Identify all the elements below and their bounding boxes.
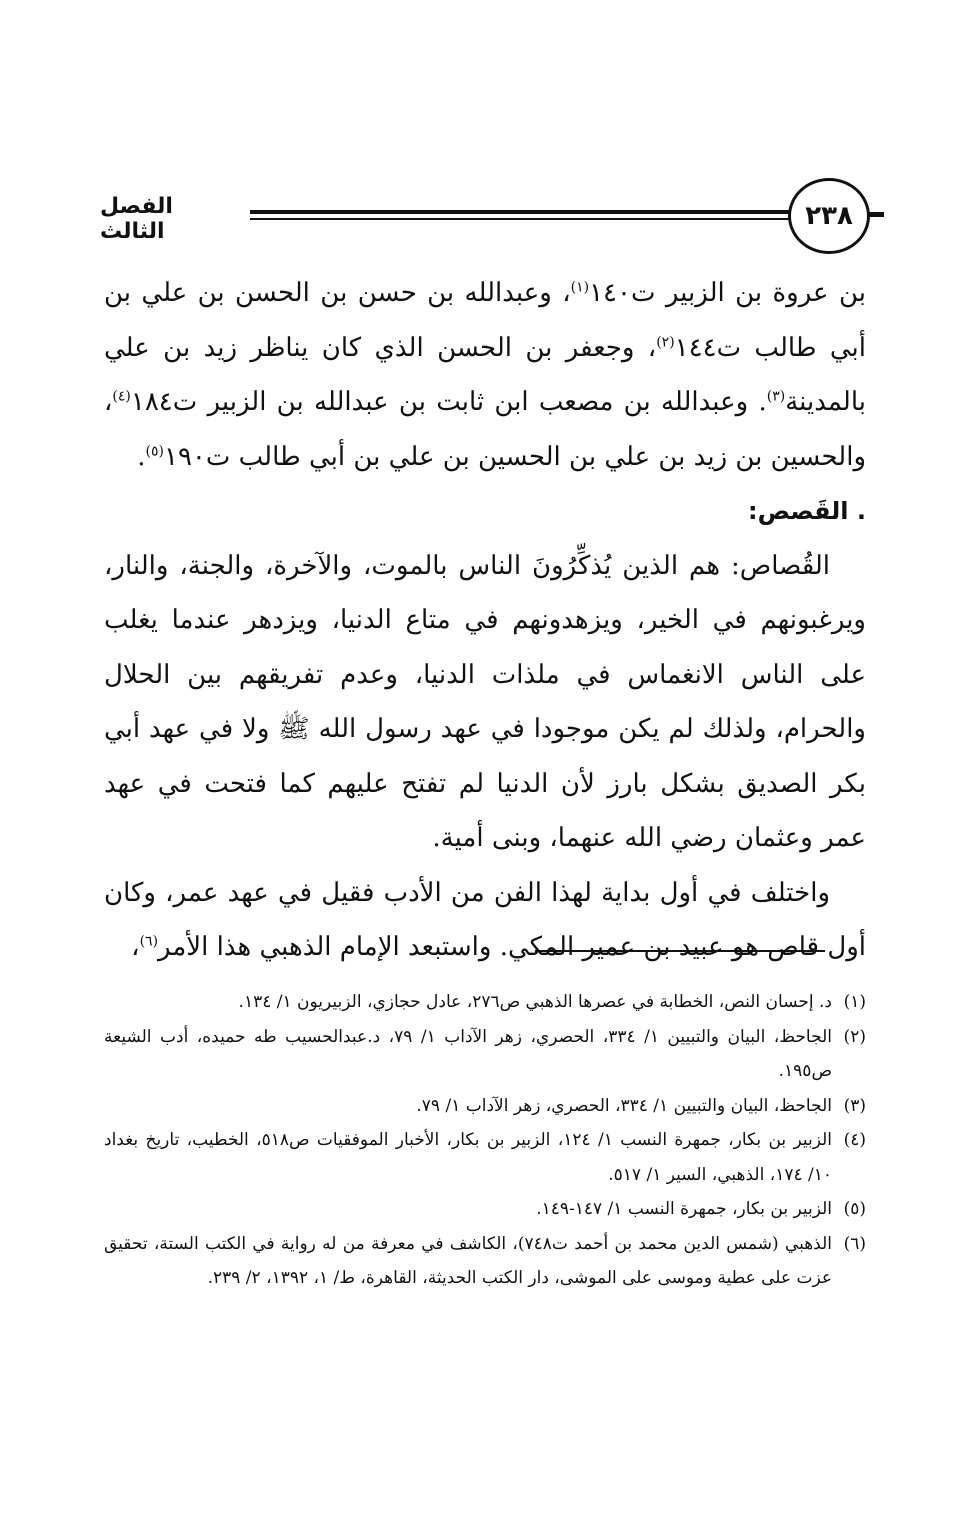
- footnotes: [104, 985, 866, 1296]
- section-heading: . القَصص:: [748, 497, 866, 525]
- footnote-5: [104, 1192, 866, 1227]
- footnote-ref[interactable]: (٢): [656, 333, 675, 350]
- header-rule: [250, 210, 794, 220]
- footnote-ref[interactable]: (٣): [766, 388, 786, 405]
- text-run: واختلف في أول بداية لهذا الفن من الأدب فقيل في عهد عمر، وكان أول قاص هو عبيد بن عمير المكي. واستبعد الإمام الذهبي هذا الأمر: [104, 877, 866, 962]
- paragraph-3: [104, 866, 866, 975]
- footnote-6: [104, 1227, 866, 1296]
- text-run: . وعبدالله بن مصعب ابن ثابت بن عبدالله بن الزبير ت١٨٤: [130, 387, 767, 417]
- footnote-number: (١): [843, 992, 866, 1012]
- footnote-number: (٥): [843, 1199, 866, 1219]
- footnote-ref[interactable]: (٥): [145, 442, 164, 459]
- paragraph-2: القُصاص: هم الذين يُذكِّرُونَ الناس بالموت، والآخرة، والجنة، والنار، ويرغبونهم في الخير، ويزهدونهم في متاع الدنيا، ويزدهر عندما يغلب على الناس الانغماس في ملذات الدنيا، وعدم تفريقهم بين الحلال والحرام، ولذلك لم يكن موجودا في عهد رسول الله ﷺ ولا في عهد أبي بكر الصديق بشكل بارز لأن الدنيا لم تفتح عليهم كما فتحت في عهد عمر وعثمان رضي الله عنهما، وبنى أمية.: [104, 550, 866, 853]
- text-run: ،: [131, 932, 140, 962]
- footnote-number: (٦): [843, 1233, 866, 1254]
- footnote-ref[interactable]: (٤): [112, 388, 131, 405]
- footnote-2: [104, 1020, 866, 1089]
- footnote-text: الذهبي (شمس الدين محمد بن أحمد ت٧٤٨)، الكاشف في معرفة من له رواية في الكتب الستة، تحقيق عزت على عطية وموسى على الموشى، دار الكتب الحديثة، القاهرة، ط/ ١، ١٣٩٢، ٢/ ٢٣٩.: [104, 1233, 832, 1288]
- text-run: .: [137, 441, 146, 472]
- page-header: [100, 178, 870, 258]
- footnote-text: الزبير بن بكار، جمهرة النسب ١/ ١٤٧-١٤٩.: [536, 1199, 832, 1219]
- footnote-text: الجاحظ، البيان والتبيين ١/ ٣٣٤، الحصري، زهر الآداب ١/ ٧٩.: [416, 1095, 832, 1116]
- footnote-text: الجاحظ، البيان والتبيين ١/ ٣٣٤، الحصري، زهر الآداب ١/ ٧٩، د.عبدالحسيب طه حميده، أدب الشيعة ص١٩٥.: [104, 1026, 832, 1081]
- footnote-text: الزبير بن بكار، جمهرة النسب ١/ ١٢٤، الزبير بن بكار، الأخبار الموفقيات ص٥١٨، الخطيب، تاريخ بغداد ١٠/ ١٧٤، الذهبي، السير ١/ ٥١٧.: [104, 1130, 833, 1185]
- footnote-ref[interactable]: (٦): [139, 933, 159, 950]
- text-run: ، والحسين بن زيد بن علي بن الحسين بن علي بن أبي طالب ت١٩٠: [104, 387, 866, 472]
- paragraph-1: [104, 266, 866, 484]
- text-run: بن عروة بن الزبير ت١٤٠: [589, 278, 866, 308]
- footnote-4: [104, 1123, 866, 1192]
- footnote-number: (٣): [843, 1095, 866, 1116]
- text-run: ، وعبدالله بن حسن بن الحسن بن علي بن أبي طالب ت١٤٤: [104, 278, 866, 363]
- text-run: ، وجعفر بن الحسن الذي كان يناظر زيد بن علي بالمدينة: [104, 332, 866, 417]
- footnote-number: (٢): [843, 1026, 866, 1047]
- footnote-ref[interactable]: (١): [570, 279, 590, 296]
- footnote-1: [104, 985, 866, 1020]
- chapter-title: الفصل الثالث: [100, 194, 173, 244]
- page-number: ٢٣٨: [805, 201, 853, 231]
- section-heading-line: [104, 484, 866, 539]
- footnote-separator: [535, 950, 825, 952]
- footnote-number: (٤): [843, 1130, 867, 1150]
- main-text: [104, 266, 866, 975]
- footnote-3: [104, 1089, 866, 1124]
- page-number-badge: [788, 178, 870, 254]
- footnote-text: د. إحسان النص، الخطابة في عصرها الذهبي ص٢٧٦، عادل حجازي، الزبيريون ١/ ١٣٤.: [238, 992, 832, 1012]
